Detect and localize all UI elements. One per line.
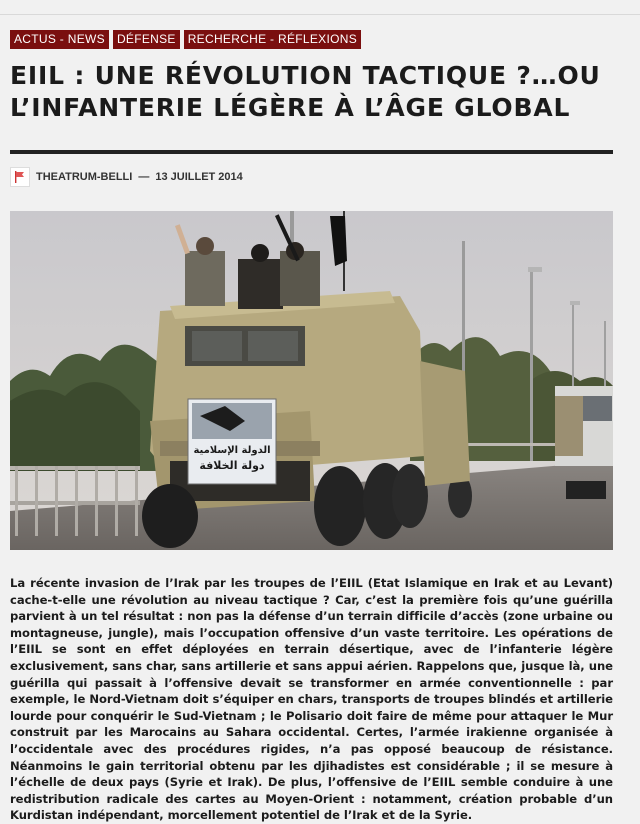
publish-date: 13 JUILLET 2014	[155, 171, 243, 183]
article-photo	[10, 211, 613, 550]
article-title: EIIL : UNE RÉVOLUTION TACTIQUE ?…OU L’INFANTERIE LÉGÈRE À L’ÂGE GLOBAL	[10, 61, 601, 122]
category-tag-defense[interactable]: DÉFENSE	[112, 30, 180, 49]
category-tags	[10, 30, 361, 49]
banner-line-1: الدولة الإسلامية	[193, 445, 271, 456]
author-link[interactable]: THEATRUM-BELLI	[36, 171, 133, 183]
category-tag-recherche-reflexions[interactable]: RECHERCHE - RÉFLEXIONS	[183, 30, 361, 49]
flag-icon	[10, 167, 30, 187]
title-divider	[10, 150, 613, 154]
byline-separator: —	[138, 171, 150, 183]
banner-line-2: دولة الخلافة	[199, 459, 265, 472]
article-body: La récente invasion de l’Irak par les troupes de l’EIIL (Etat Islamique en Irak et au Levant) cache-t-elle une révolution au niveau tactique ? Car, c’est la première fois qu’une guérilla parvient à un tel résultat : non pas la défense d’un terrain difficile d’accès (zone urbaine ou montagneuse, jungle), mais l’occupation offensive d’un vaste territoire. Les opérations de l’EIIL se sont en effet déployées en terrain désertique, avec de l’infanterie légère exclusivement, sans char, sans artillerie et sans appui aérien. Rappelons que, jusque là, une guérilla qui passait à l’offensive devait se transformer en armée conventionnelle : par exemple, le Nord-Vietnam doit s’équiper en chars, transports de troupes blindés et artillerie lourde pour conquérir le Sud-Vietnam ; le Polisario doit faire de même pour attaquer le Mur construit par les Marocains au Sahara occidental. Certes, l’armée irakienne organisée à l’occidentale avec des procédures rigides, n’a pas opposé beaucoup de résistance. Néanmoins le gain territorial obtenu par les djihadistes est considérable ; il se mesure à l’échelle de deux pays (Syrie et Irak). De plus, l’offensive de l’EIIL semble conduire à une redistribution radicale des cartes au Moyen-Orient : notamment, création probable d’un Kurdistan indépendant, morcellement potentiel de l’Irak et de la Syrie.	[10, 576, 613, 823]
byline	[10, 167, 243, 187]
top-divider	[0, 14, 640, 15]
category-tag-actus-news[interactable]: ACTUS - NEWS	[10, 30, 109, 49]
